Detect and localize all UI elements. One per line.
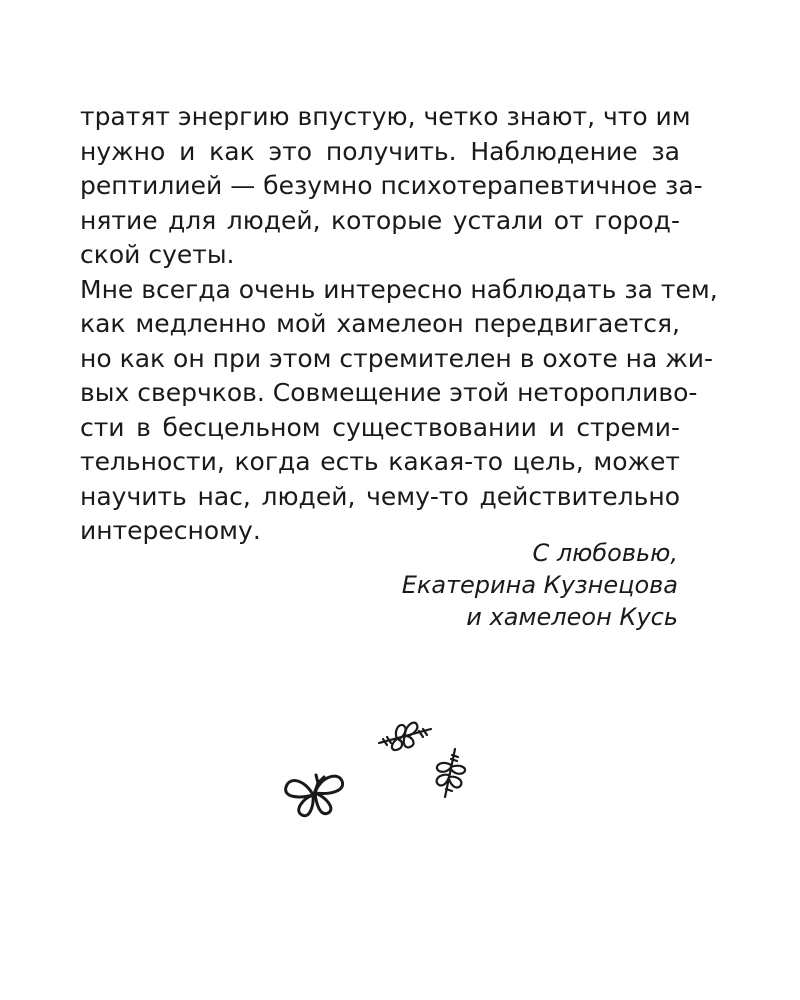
- dragonfly-icon: [425, 745, 475, 801]
- butterfly-icon: [280, 765, 350, 821]
- text-line: интересному.: [80, 516, 261, 545]
- text-line: нужно и как это получить. Наблюдение за: [80, 136, 680, 166]
- signature-author: Екатерина Кузнецова: [401, 571, 678, 599]
- text-line: тельности, когда есть какая-то цель, может: [80, 447, 680, 476]
- insects-illustration: [270, 705, 490, 825]
- text-line: сти в бесцельном существовании и стреми-: [80, 412, 680, 442]
- signature-chameleon: и хамелеон Кусь: [466, 603, 678, 631]
- text-line: тратят энергию впустую, четко знают, что им: [80, 102, 691, 131]
- signature-greeting: С любовью,: [532, 539, 678, 567]
- text-line: вых сверчков. Совмещение этой неторопливо-: [80, 378, 698, 407]
- text-line: как медленно мой хамелеон передвигается,: [80, 309, 680, 338]
- signature: [402, 537, 678, 633]
- text-line: Мне всегда очень интересно наблюдать за тем,: [80, 274, 718, 304]
- text-line: научить нас, людей, чему-то действительно: [80, 481, 680, 511]
- text-line: но как он при этом стремителен в охоте на жи-: [80, 343, 714, 373]
- text-line: ской суеты.: [80, 240, 235, 269]
- body-text: [80, 100, 718, 549]
- text-line: нятие для людей, которые устали от город-: [80, 205, 680, 235]
- text-line: рептилией — безумно психотерапевтичное за-: [80, 171, 703, 200]
